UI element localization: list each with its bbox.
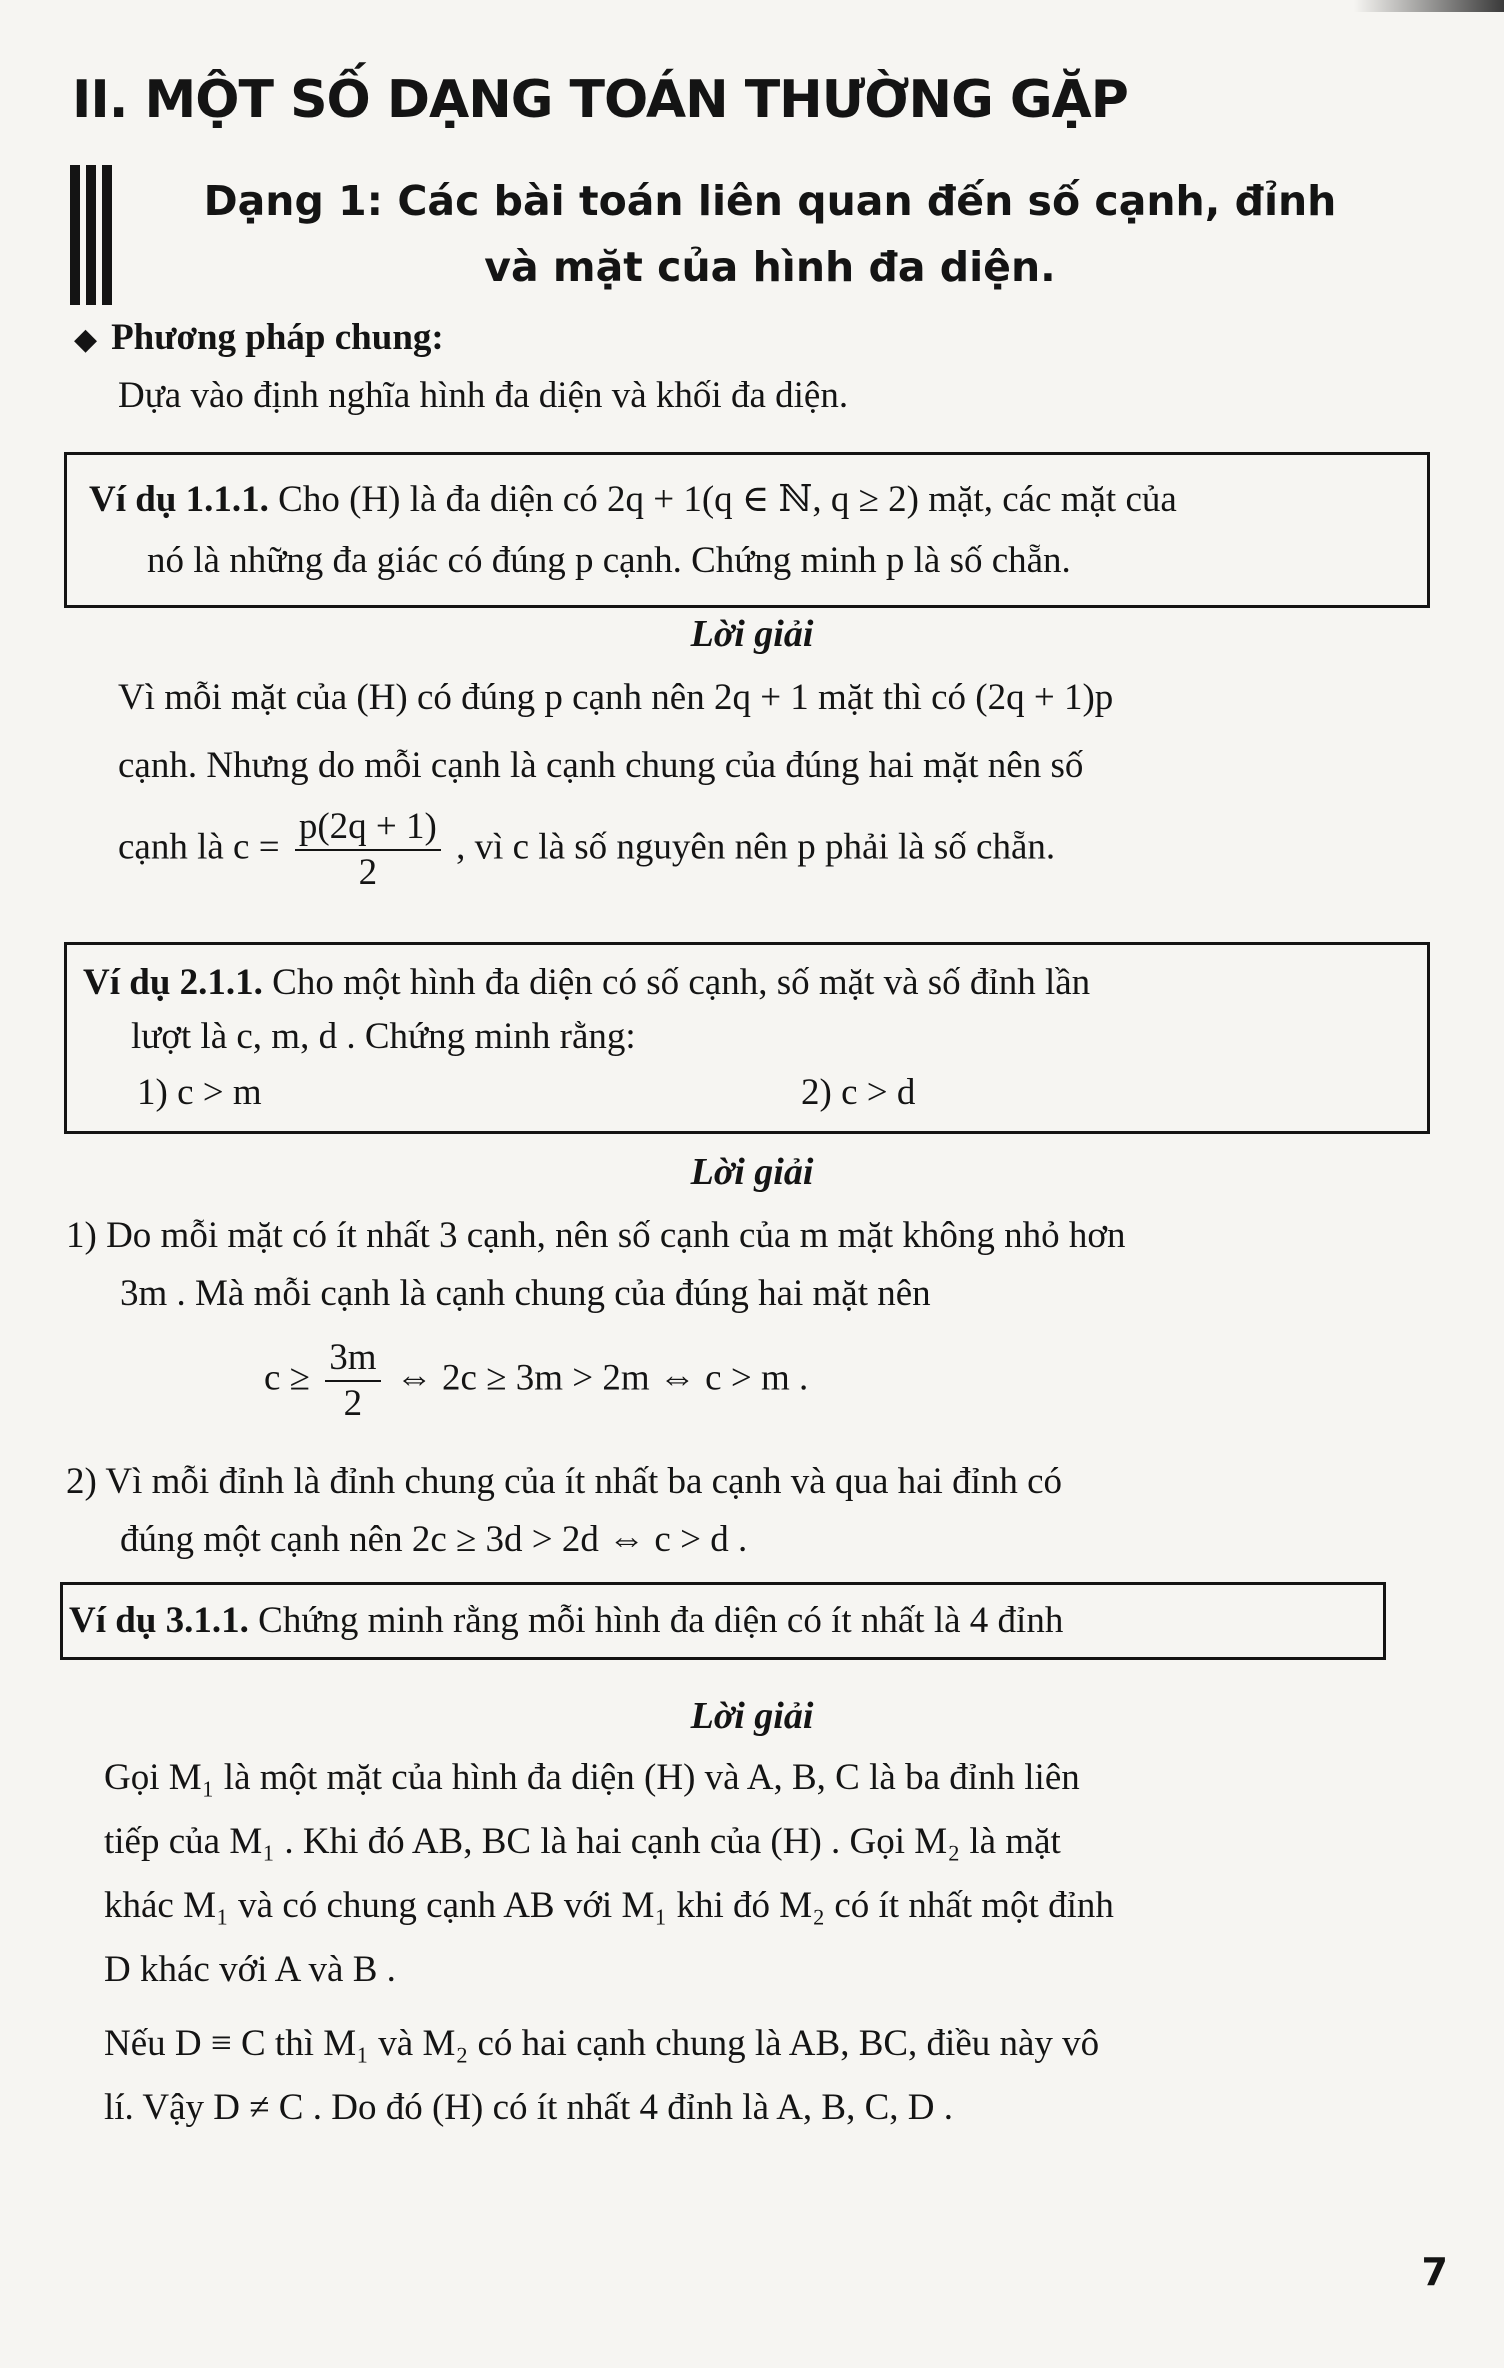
example3-label: Ví dụ 3.1.1.	[69, 1600, 249, 1641]
example1-sol-line3-a: cạnh là c =	[118, 826, 280, 868]
equation-lhs: c ≥	[264, 1357, 310, 1399]
example2-solution-title: Lời giải	[690, 1151, 814, 1193]
example2-box	[64, 942, 1430, 1134]
example2-s2-line2: đúng một cạnh nên 2c ≥ 3d > 2d ⇔ c > d .	[120, 1519, 748, 1560]
method-text: Dựa vào định nghĩa hình đa diện và khối đa diện.	[118, 375, 849, 416]
equation-rhs: ⇔ 2c ≥ 3m > 2m ⇔ c > m .	[395, 1357, 809, 1399]
method-label: Phương pháp chung:	[111, 317, 444, 358]
example3-p2-line2: lí. Vậy D ≠ C . Do đó (H) có ít nhất 4 đỉnh là A, B, C, D .	[104, 2087, 953, 2128]
example3-solution-title: Lời giải	[690, 1695, 814, 1737]
fraction-denominator: 2	[343, 1383, 363, 1424]
example1-line2: nó là những đa giác có đúng p cạnh. Chứng minh p là số chẵn.	[147, 540, 1071, 581]
example2-s1-equation	[264, 1336, 808, 1426]
type-heading-line1: Dạng 1: Các bài toán liên quan đến số cạnh, đỉnh	[203, 177, 1337, 225]
example3-p1-line2: tiếp của M₁ . Khi đó AB, BC là hai cạnh của (H) . Gọi M₂ là mặt	[104, 1821, 1061, 1862]
example3-p1-line3: khác M₁ và có chung cạnh AB với M₁ khi đó M₂ có ít nhất một đỉnh	[104, 1885, 1114, 1926]
example2-label: Ví dụ 2.1.1.	[83, 962, 263, 1003]
example2-s1-line2: 3m . Mà mỗi cạnh là cạnh chung của đúng hai mặt nên	[120, 1273, 931, 1314]
section-title: II. MỘT SỐ DẠNG TOÁN THƯỜNG GẶP	[72, 70, 1128, 130]
example1-solution-title: Lời giải	[690, 613, 814, 655]
fraction	[325, 1336, 380, 1426]
example1-sol-line1: Vì mỗi mặt của (H) có đúng p cạnh nên 2q + 1 mặt thì có (2q + 1)p	[118, 677, 1114, 718]
page-number: 7	[1421, 2250, 1448, 2294]
type-heading	[180, 168, 1360, 300]
example1-label: Ví dụ 1.1.1.	[89, 479, 269, 520]
example1-box	[64, 452, 1430, 608]
example1-text1: Cho (H) là đa diện có 2q + 1(q ∈ ℕ, q ≥ 2) mặt, các mặt của	[278, 479, 1177, 520]
page-edge-shadow	[1354, 0, 1504, 12]
example2-line1	[83, 961, 1090, 1004]
example2-item2: 2) c > d	[801, 1072, 916, 1113]
example3-p2-line1: Nếu D ≡ C thì M₁ và M₂ có hai cạnh chung là AB, BC, điều này vô	[104, 2023, 1100, 2064]
fraction-denominator: 2	[358, 852, 378, 893]
example3-p1-line1: Gọi M₁ là một mặt của hình đa diện (H) và A, B, C là ba đỉnh liên	[104, 1757, 1080, 1798]
example2-text1: Cho một hình đa diện có số cạnh, số mặt và số đỉnh lần	[272, 962, 1091, 1003]
example2-line2: lượt là c, m, d . Chứng minh rằng:	[131, 1016, 636, 1057]
example3-text1: Chứng minh rằng mỗi hình đa diện có ít nhất là 4 đỉnh	[258, 1600, 1064, 1641]
example1-sol-line2: cạnh. Nhưng do mỗi cạnh là cạnh chung của đúng hai mặt nên số	[118, 745, 1084, 786]
example2-s1-line1: 1) Do mỗi mặt có ít nhất 3 cạnh, nên số cạnh của m mặt không nhỏ hơn	[66, 1215, 1126, 1256]
example2-s2-line1: 2) Vì mỗi đỉnh là đỉnh chung của ít nhất ba cạnh và qua hai đỉnh có	[66, 1461, 1063, 1502]
method-heading	[74, 316, 444, 359]
type-heading-line2: và mặt của hình đa diện.	[484, 243, 1056, 291]
example3-line1	[69, 1599, 1063, 1642]
example3-p1-line4: D khác với A và B .	[104, 1949, 396, 1990]
example2-item1: 1) c > m	[137, 1072, 262, 1113]
diamond-bullet-icon: ◆	[74, 323, 98, 356]
example1-sol-line3-b: , vì c là số nguyên nên p phải là số chẵn.	[456, 826, 1056, 868]
example1-line1	[89, 477, 1177, 521]
example3-box	[60, 1582, 1386, 1660]
example1-sol-line3	[118, 805, 1055, 895]
fraction-numerator: p(2q + 1)	[295, 805, 441, 851]
fraction	[295, 805, 441, 895]
fraction-numerator: 3m	[325, 1336, 380, 1382]
